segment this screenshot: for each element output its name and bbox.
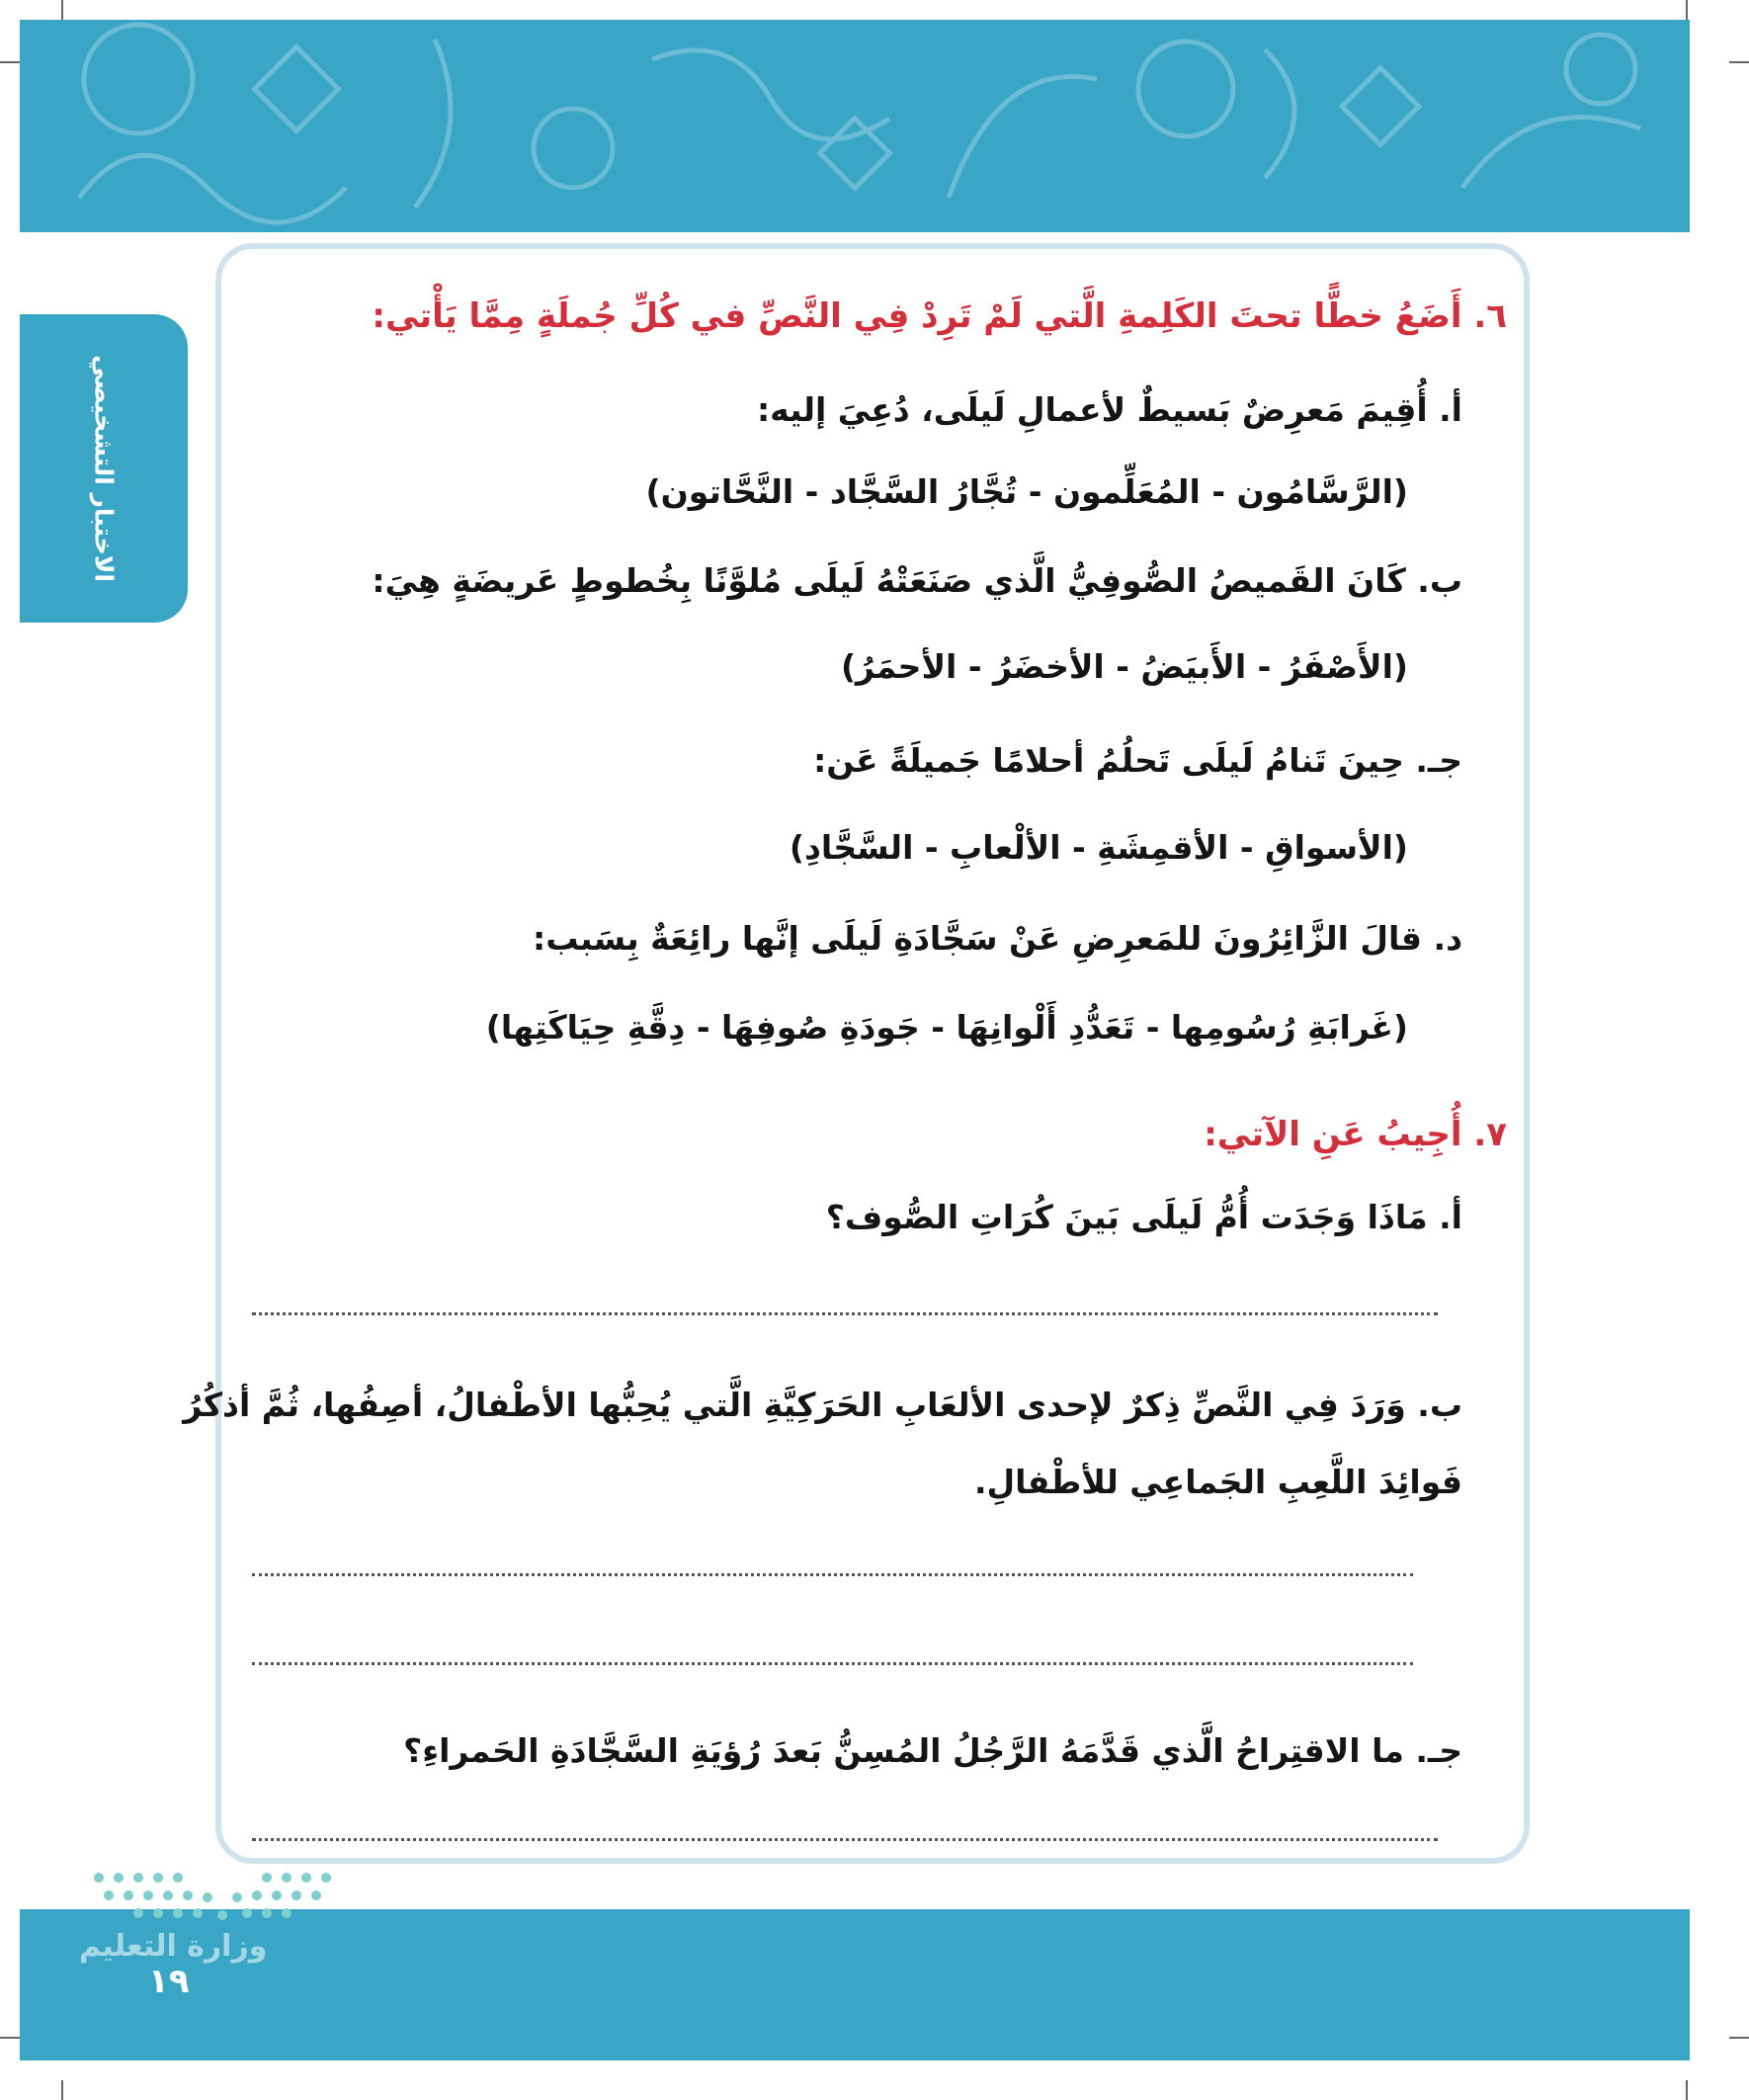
q7-item-a: أ. مَاذَا وَجَدَت أُمُّ لَيلَى بَينَ كُرَاتِ الصُّوف؟ <box>825 1198 1462 1236</box>
answer-line[interactable] <box>252 1662 1413 1665</box>
q6-item-c-options[interactable]: (الأسواقِ - الأقمِشَةِ - الألْعابِ - السَّجَّادِ) <box>789 828 1408 867</box>
crop-mark <box>0 61 20 63</box>
section-tab-label: الاختبار التشخيصي <box>89 355 119 582</box>
question-6-title: ٦. أَضَعُ خطًّا تحتَ الكَلِمةِ الَّتي لَمْ تَرِدْ فِي النَّصِّ في كُلِّ جُملَةٍ مِمَّا يَأْتي: <box>372 296 1507 336</box>
page-number: ١٩ <box>148 1962 190 2001</box>
q6-item-d: د. قالَ الزَّائِرُونَ للمَعرِضِ عَنْ سَجَّادَةِ لَيلَى إنَّها رائِعَةٌ بِسَبب: <box>533 919 1462 958</box>
answer-line[interactable] <box>252 1312 1438 1315</box>
crop-mark <box>0 2037 20 2039</box>
crop-mark <box>61 0 63 20</box>
crop-mark <box>1729 2037 1749 2039</box>
q6-item-d-options[interactable]: (غَرابَةِ رُسُومِها - تَعَدُّدِ أَلْوانِهَا - جَودَةِ صُوفِهَا - دِقَّةِ حِيَاكَتِها) <box>485 1008 1408 1047</box>
arabic-pattern-decoration <box>20 20 1690 232</box>
crop-mark <box>1686 0 1688 20</box>
q7-item-b-continued: فَوائِدَ اللَّعِبِ الجَماعِي للأطْفالِ. <box>973 1463 1462 1501</box>
q6-item-a-options[interactable]: (الرَّسَّامُون - المُعَلِّمون - تُجَّارُ السَّجَّاد - النَّحَّاتون) <box>645 472 1408 511</box>
q7-item-c: جـ. ما الاقتِراحُ الَّذي قَدَّمَهُ الرَّجُلُ المُسِنُّ بَعدَ رُؤيَةِ السَّجَّادَةِ الحَمراءِ؟ <box>403 1731 1462 1770</box>
crop-mark <box>1729 61 1749 63</box>
crop-mark <box>1686 2080 1688 2100</box>
ministry-logo-text: وزارة التعليم <box>79 1929 268 1964</box>
section-side-tab <box>20 314 188 623</box>
header-band <box>20 20 1690 232</box>
question-7-title: ٧. أُجِيبُ عَنِ الآتي: <box>1204 1115 1507 1154</box>
q7-item-b: ب. وَرَدَ فِي النَّصِّ ذِكرٌ لإحدى الألعَابِ الحَرَكِيَّةِ الَّتي يُحِبُّها الأطْفالُ، أصِفُها، ثُمَّ أذكُرُ <box>183 1386 1462 1424</box>
q6-item-b-options[interactable]: (الأَصْفَرُ - الأَبيَضُ - الأخضَرُ - الأحمَرُ) <box>840 647 1408 686</box>
answer-line[interactable] <box>252 1838 1438 1841</box>
crop-mark <box>61 2080 63 2100</box>
q6-item-b: ب. كَانَ القَميصُ الصُّوفِيُّ الَّذي صَنَعَتْهُ لَيلَى مُلوَّنًا بِخُطوطٍ عَريضَةٍ هِيَ: <box>372 561 1462 600</box>
q6-item-c: جـ. حِينَ تَنامُ لَيلَى تَحلُمُ أحلامًا جَميلَةً عَن: <box>813 741 1462 780</box>
q6-item-a: أ. أُقِيمَ مَعرِضٌ بَسيطٌ لأعمالِ لَيلَى، دُعِيَ إليه: <box>756 390 1462 429</box>
answer-line[interactable] <box>252 1573 1413 1576</box>
